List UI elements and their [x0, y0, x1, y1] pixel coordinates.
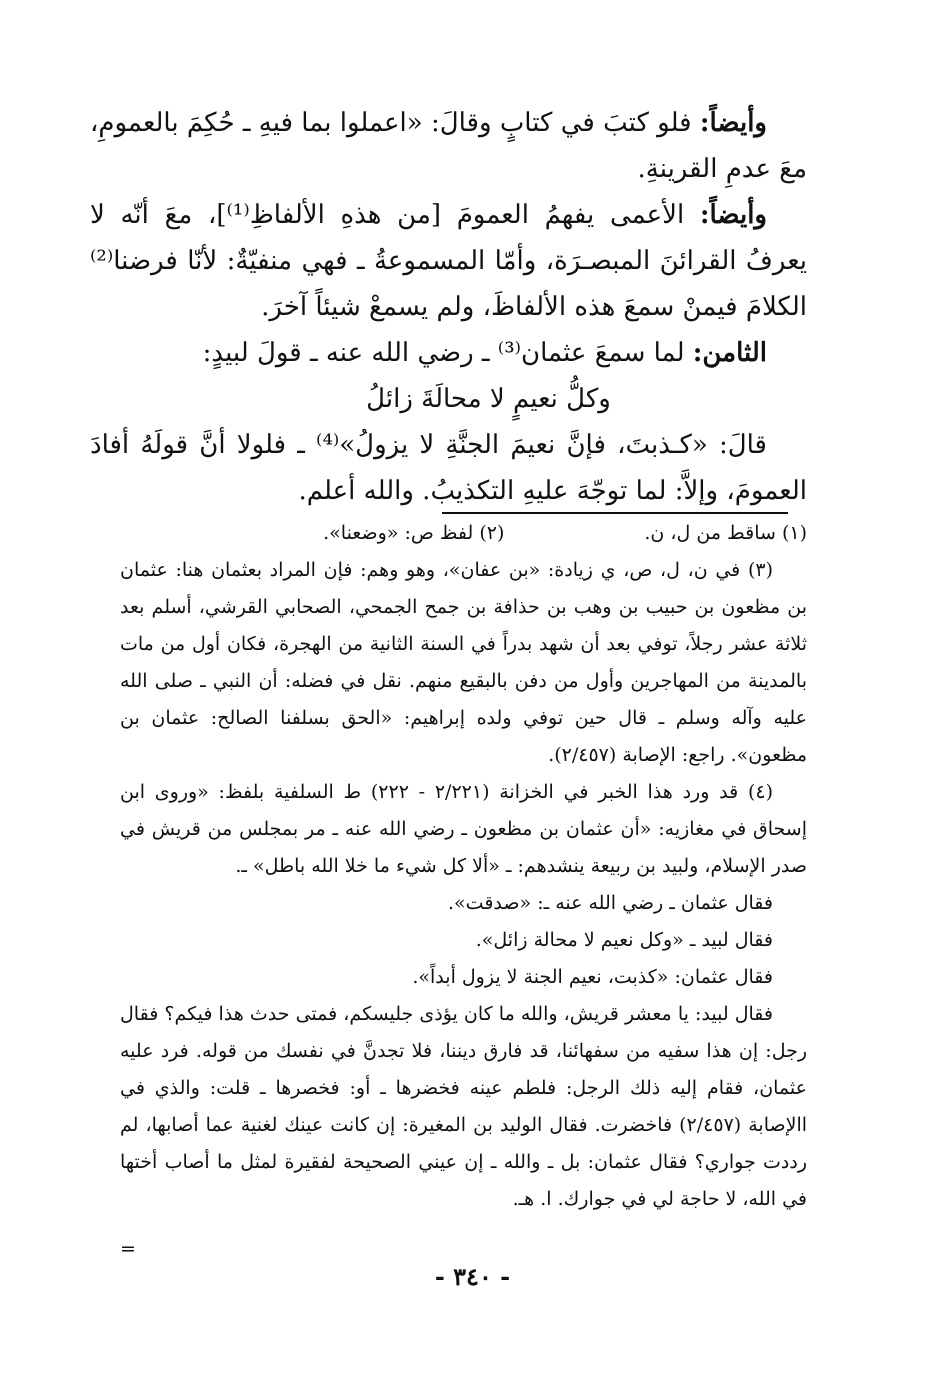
- footnote-4-quote-1: فقال عثمان ـ رضي الله عنه ـ: «صدقت».: [448, 892, 773, 914]
- footnote-divider: [442, 512, 788, 514]
- poetry-verse: وكلُّ نعيمٍ لا محالَةَ زائلُ: [366, 384, 611, 414]
- paragraph-3: [90, 330, 807, 376]
- paragraph-4: قالَ: «كـذبتَ، فإنَّ نعيمَ الجنَّةِ لا يزولُ»⁽⁴⁾ ـ فلولا أنَّ قولَهُ أفادَ العمومَ، وإلاَّ: لما توجّهَ عليهِ التكذيبُ. والله أعلم.: [90, 430, 807, 506]
- footnote-row-1-2: [120, 515, 807, 552]
- paragraph-2: [90, 192, 807, 330]
- footnote-1: (١) ساقط من ل، ن.: [644, 522, 807, 544]
- footnotes: [120, 515, 807, 1218]
- paragraph-1-lead: وأيضاً:: [699, 108, 767, 138]
- footnote-4-quote-2: فقال لبيد ـ «وكل نعيم لا محالة زائل».: [475, 929, 773, 951]
- footnote-3: (٣) في ن، ل، ص، ي زيادة: «بن عفان»، وهو وهم: فإن المراد بعثمان هنا: عثمان بن مظعون بن حبيب بن وهب بن حذافة بن جمح الجمحي، الصحابي القرشي، أسلم بعد ثلاثة عشر رجلاً، توفي بعد أن شهد بدراً في السنة الثانية من الهجرة، فكان أول من مات بالمدينة من المهاجرين وأول من دفن بالبقيع منهم. نقل في فضله: أن النبي ـ صلى الله عليه وآله وسلم ـ قال حين توفي ولده إبراهيم: «الحق بسلفنا الصالح: عثمان بن مظعون». راجع: الإصابة (٢/٤٥٧).: [120, 559, 807, 766]
- footnote-4-quote-3: فقال عثمان: «كذبت، نعيم الجنة لا يزول أبداً».: [412, 966, 773, 988]
- paragraph-2-lead: وأيضاً:: [699, 200, 767, 230]
- page-number: - ٣٤٠ -: [434, 1262, 511, 1291]
- footnote-2: (٢) لفظ ص: «وضعنا».: [323, 522, 505, 544]
- main-text: [90, 100, 807, 514]
- paragraph-1: [90, 100, 807, 192]
- paragraph-3-lead: الثامن:: [692, 338, 767, 368]
- paragraph-1-text: فلو كتبَ في كتابٍ وقالَ: «اعملوا بما فيهِ ـ حُكِمَ بالعمومِ، معَ عدمِ القرينةِ.: [90, 108, 807, 184]
- continuation-mark: =: [120, 1238, 136, 1260]
- footnote-4: (٤) قد ورد هذا الخبر في الخزانة (٢/٢٢١ - ٢٢٢) ط السلفية بلفظ: «وروى ابن إسحاق في مغازيه: «أن عثمان بن مظعون ـ رضي الله عنه ـ مر بمجلس من قريش في صدر الإسلام، ولبيد بن ربيعة ينشدهم: ـ «ألا كل شيء ما خلا الله باطل» ـ.: [120, 781, 807, 877]
- footnote-4-quote-4: فقال لبيد: يا معشر قريش، والله ما كان يؤذى جليسكم، فمتى حدث هذا فيكم؟ فقال رجل: إن هذا سفيه من سفهائنا، قد فارق ديننا، فلا تجدنَّ في نفسك من قوله. فرد عليه عثمان، فقام إليه ذلك الرجل: فلطم عينه فخضرها ـ أو: فخصرها ـ قلت: والذي في االإصابة (٢/٤٥٧) فاخضرت. فقال الوليد بن المغيرة: إن كانت عينك لغنية عما أصابها، لم رددت جواري؟ فقال عثمان: بل ـ والله ـ إن عيني الصحيحة لفقيرة لمثل ما أصاب أختها في الله، لا حاجة لي في جوارك. ا. هـ.: [120, 1003, 808, 1210]
- paragraph-3-text: لما سمعَ عثمان⁽³⁾ ـ رضي الله عنه ـ قولَ لبيدٍ:: [202, 338, 693, 368]
- paragraph-2-text: الأعمى يفهمُ العمومَ [من هذهِ الألفاظِ⁽¹⁾]، معَ أنّه لا يعرفُ القرائنَ المبصـرَة، وأمّا المسموعةُ ـ فهي منفيّةٌ: لأنّا فرضنا⁽²⁾ الكلامَ فيمنْ سمعَ هذه الألفاظَ، ولم يسمعْ شيئاً آخرَ.: [90, 200, 807, 322]
